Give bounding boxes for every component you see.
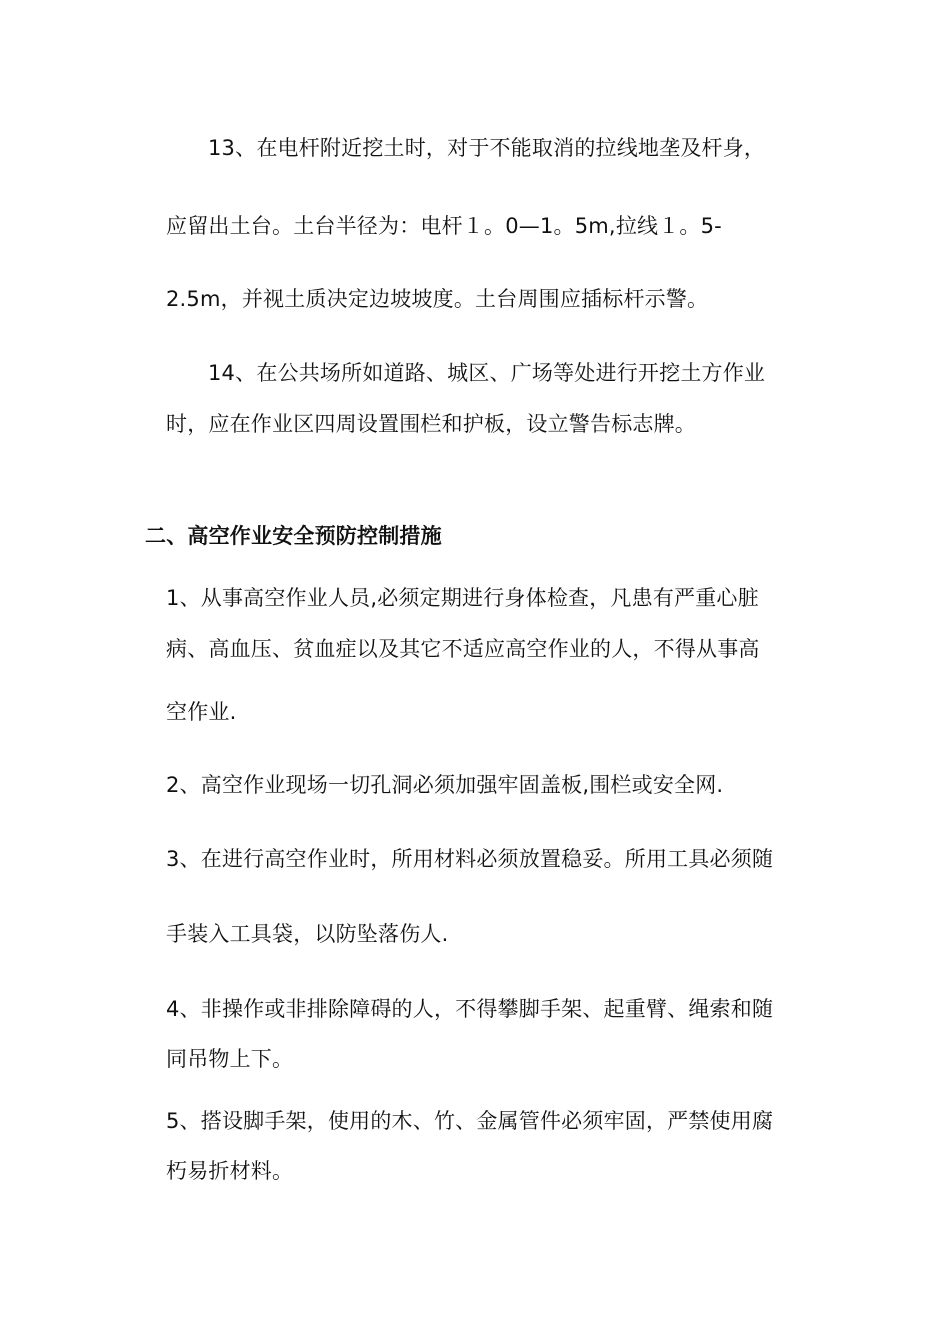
item-14-line-2: 时，应在作业区四周设置围栏和护板，设立警告标志牌。 [166,412,696,436]
section-2-item-1-line-1: 1、从事高空作业人员,必须定期进行身体检查，凡患有严重心脏 [166,586,759,610]
section-2-item-5-line-1: 5、搭设脚手架，使用的木、竹、金属管件必须牢固，严禁使用腐 [166,1109,774,1133]
section-2-item-4-line-2: 同吊物上下。 [166,1047,294,1071]
section-2-item-3-line-1: 3、在进行高空作业时，所用材料必须放置稳妥。所用工具必须随 [166,847,774,871]
section-2-heading: 二、高空作业安全预防控制措施 [145,524,442,548]
section-2-item-2-line-1: 2、高空作业现场一切孔洞必须加强牢固盖板,围栏或安全网. [166,773,724,797]
section-2-item-1-line-2: 病、高血压、贫血症以及其它不适应高空作业的人，不得从事高 [166,637,760,661]
item-13-line-1: 13、在电杆附近挖土时，对于不能取消的拉线地垄及杆身， [208,136,766,160]
section-2-item-3-line-2: 手装入工具袋，以防坠落伤人. [166,922,449,946]
section-2-item-5-line-2: 朽易折材料。 [166,1159,294,1183]
section-2-item-4-line-1: 4、非操作或非排除障碍的人，不得攀脚手架、起重臂、绳索和随 [166,997,774,1021]
item-13-line-2: 应留出土台。土台半径为：电杆１。0—1。5m,拉线１。5- [166,214,722,238]
item-13-line-3: 2.5m，并视土质决定边坡坡度。土台周围应插标杆示警。 [166,287,709,311]
section-2-item-1-line-3: 空作业. [166,700,237,724]
item-14-line-1: 14、在公共场所如道路、城区、广场等处进行开挖土方作业 [208,361,766,385]
